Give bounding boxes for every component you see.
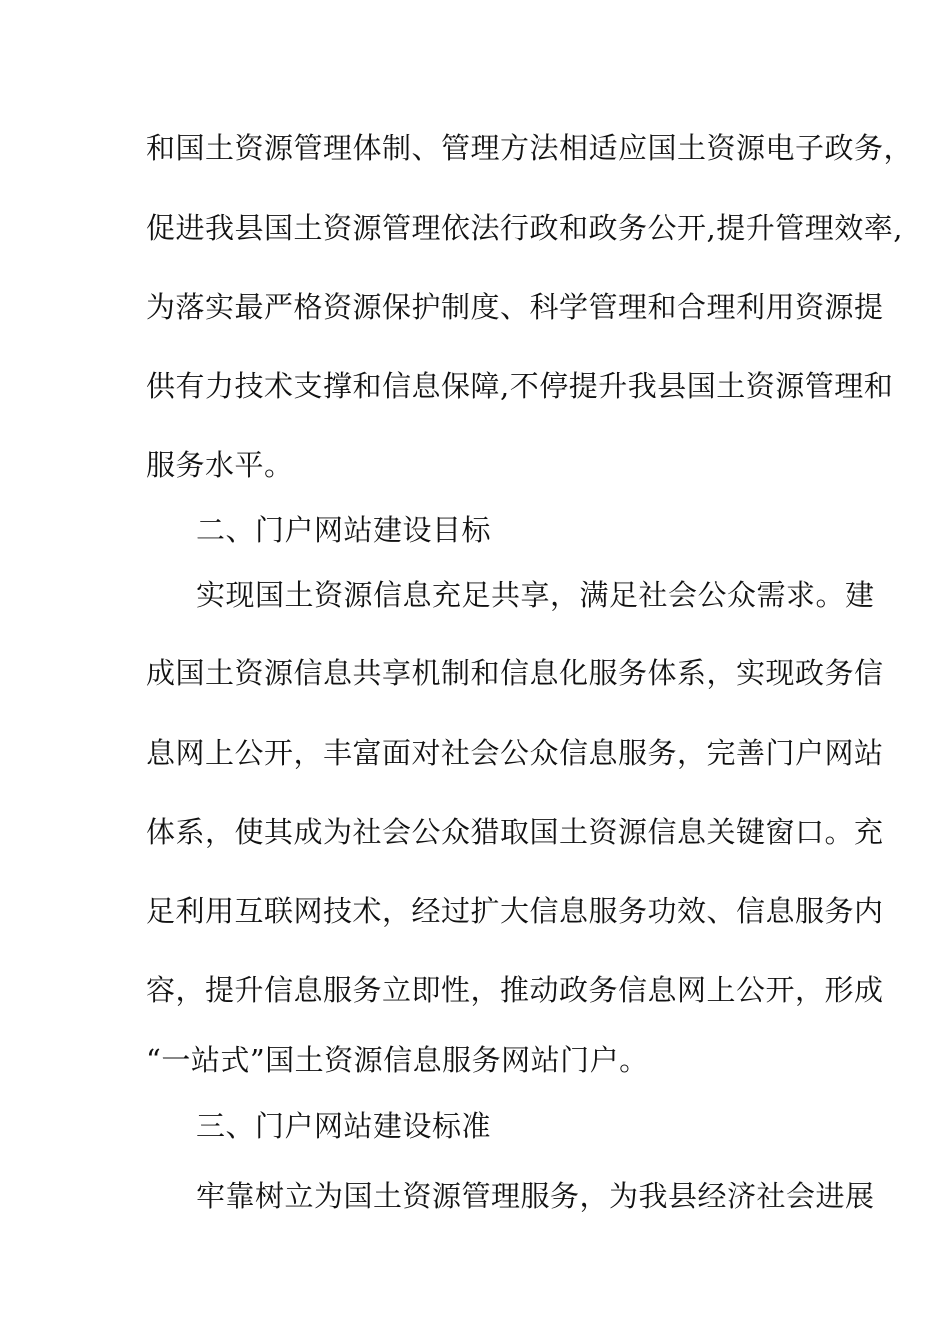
paragraph-line-10: 足利用互联网技术，经过扩大信息服务功效、信息服务内: [146, 894, 884, 928]
paragraph-line-12: “一站式”国土资源信息服务网站门户。: [146, 1043, 649, 1077]
paragraph-line-4: 供有力技术支撑和信息保障,不停提升我县国土资源管理和: [146, 369, 894, 403]
paragraph-line-13: 牢靠树立为国土资源管理服务，为我县经济社会进展: [196, 1179, 875, 1213]
paragraph-line-9: 体系，使其成为社会公众猎取国土资源信息关键窗口。充: [146, 815, 884, 849]
paragraph-line-2: 促进我县国土资源管理依法行政和政务公开,提升管理效率,: [146, 211, 903, 245]
paragraph-line-6: 实现国土资源信息充足共享，满足社会公众需求。建: [196, 578, 875, 612]
paragraph-line-1: 和国土资源管理体制、管理方法相适应国土资源电子政务，: [146, 131, 914, 165]
section-heading-2: 二、门户网站建设目标: [196, 513, 492, 547]
paragraph-line-11: 容，提升信息服务立即性，推动政务信息网上公开，形成: [146, 973, 884, 1007]
paragraph-line-8: 息网上公开，丰富面对社会公众信息服务，完善门户网站: [146, 736, 884, 770]
paragraph-line-5: 服务水平。: [146, 448, 294, 482]
section-heading-3: 三、门户网站建设标准: [196, 1109, 492, 1143]
paragraph-line-3: 为落实最严格资源保护制度、科学管理和合理利用资源提: [146, 290, 884, 324]
paragraph-line-7: 成国土资源信息共享机制和信息化服务体系，实现政务信: [146, 656, 884, 690]
